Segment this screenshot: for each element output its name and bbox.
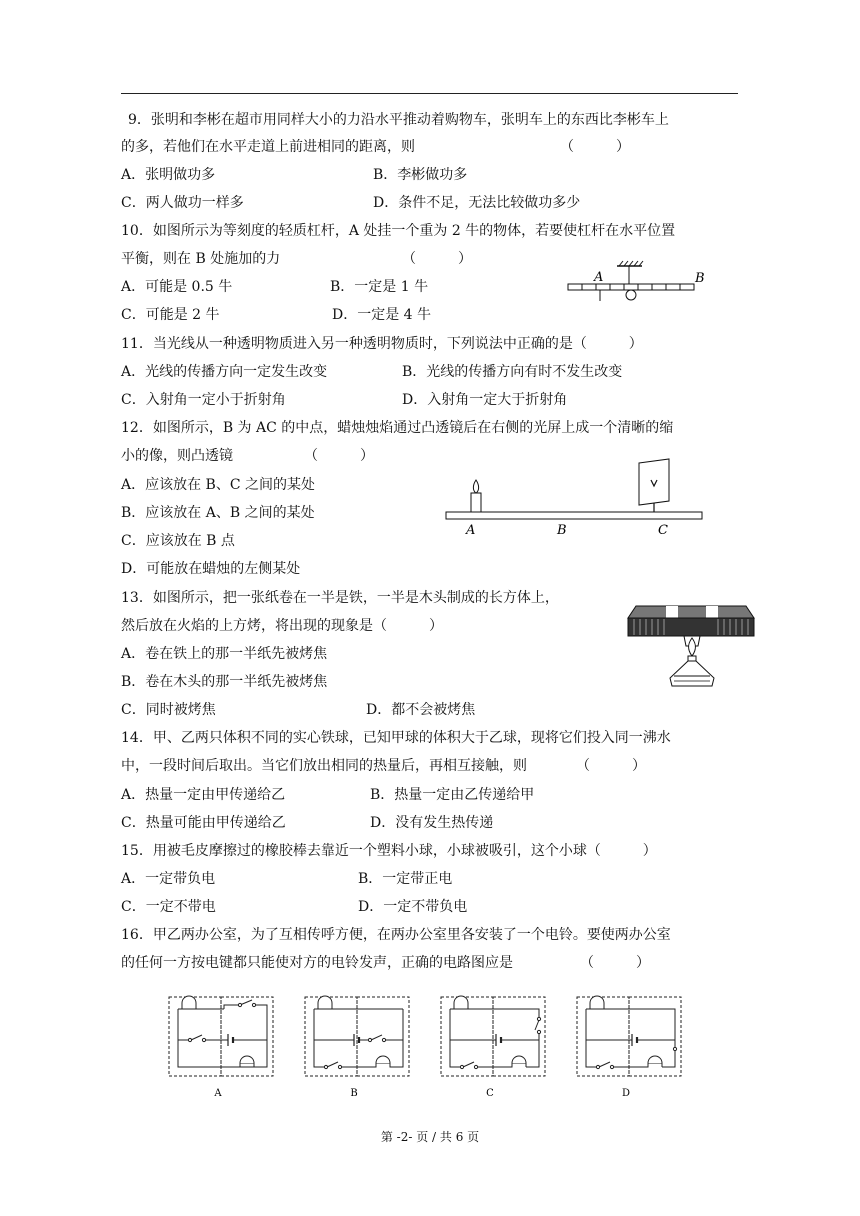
q9-option-d: D．条件不足，无法比较做功多少 <box>373 195 581 211</box>
q12-answer-paren: （ ） <box>304 448 374 464</box>
header-rule <box>121 93 738 94</box>
q10-answer-paren: （ ） <box>402 251 472 267</box>
bench-label-c: C <box>658 523 668 538</box>
q13-option-a: A．卷在铁上的那一半纸先被烤焦 <box>121 646 328 662</box>
q14-option-c: C．热量可能由甲传递给乙 <box>121 815 286 831</box>
bell-icon <box>512 1056 526 1063</box>
q14-option-b: B．热量一定由乙传递给甲 <box>370 787 535 803</box>
q12-option-c: C．应该放在 B 点 <box>121 533 235 549</box>
q14-stem-line2: 中，一段时间后取出。当它们放出相同的热量后，再相互接触，则 <box>121 758 527 774</box>
bell-icon <box>590 996 604 1009</box>
flame-icon <box>473 480 478 493</box>
circuit-label-d: D <box>621 1088 631 1099</box>
bell-icon <box>240 1056 254 1063</box>
q15-option-a: A．一定带负电 <box>121 871 216 887</box>
q16-stem-line1: 16．甲乙两办公室，为了互相传呼方便，在两办公室里各安装了一个电铃。要使两办公室 <box>121 927 671 943</box>
q14-option-d: D．没有发生热传递 <box>370 815 494 831</box>
q13-option-c: C．同时被烤焦 <box>121 702 216 718</box>
bell-icon <box>648 1056 662 1063</box>
screen-icon <box>639 459 669 505</box>
q10-option-a: A．可能是 0.5 牛 <box>121 279 233 295</box>
candle-icon <box>471 493 481 512</box>
q16-stem-line2: 的任何一方按电键都只能使对方的电铃发声，正确的电路图应是 <box>121 955 513 971</box>
q16-answer-paren: （ ） <box>580 955 650 971</box>
q10-stem-line2: 平衡，则在 B 处施加的力 <box>121 251 281 267</box>
optical-bench-figure <box>440 455 710 540</box>
circuit-diagram-d <box>576 995 684 1100</box>
q14-stem-line1: 14．甲、乙两只体积不同的实心铁球，已知甲球的体积大于乙球，现将它们投入同一沸水 <box>121 730 671 746</box>
q9-option-c: C．两人做功一样多 <box>121 195 244 211</box>
circuit-diagram-c <box>440 995 548 1100</box>
q14-answer-paren: （ ） <box>576 758 646 774</box>
q11-stem-line1: 11．当光线从一种透明物质进入另一种透明物质时，下列说法中正确的是（ ） <box>121 336 643 352</box>
circuit-diagram-b <box>304 995 412 1100</box>
circuit-diagram-a <box>168 995 276 1100</box>
q13-option-b: B．卷在木头的那一半纸先被烤焦 <box>121 674 328 690</box>
q11-option-c: C．入射角一定小于折射角 <box>121 392 286 408</box>
flame-icon <box>689 638 696 656</box>
bell-icon <box>318 996 332 1009</box>
lever-label-a: A <box>594 270 604 285</box>
bell-icon <box>376 1056 390 1063</box>
q12-option-a: A．应该放在 B、C 之间的某处 <box>121 477 316 493</box>
q10-option-b: B．一定是 1 牛 <box>330 279 429 295</box>
q15-option-c: C．一定不带电 <box>121 899 216 915</box>
q14-option-a: A．热量一定由甲传递给乙 <box>121 787 286 803</box>
bench-label-b: B <box>557 523 567 538</box>
q15-option-b: B．一定带正电 <box>358 871 453 887</box>
q9-stem-line1: 9．张明和李彬在超市用同样大小的力沿水平推动着购物车，张明车上的东西比李彬车上 <box>128 112 669 128</box>
q13-option-d: D．都不会被烤焦 <box>366 702 476 718</box>
q9-answer-paren: （ ） <box>560 139 630 155</box>
lever-label-b: B <box>695 271 705 286</box>
q12-option-b: B．应该放在 A、B 之间的某处 <box>121 505 315 521</box>
q11-option-a: A．光线的传播方向一定发生改变 <box>121 364 328 380</box>
q10-stem-line1: 10．如图所示为等刻度的轻质杠杆，A 处挂一个重为 2 牛的物体，若要使杠杆在水平位置 <box>121 223 676 239</box>
q12-stem-line2: 小的像，则凸透镜 <box>121 448 233 464</box>
q10-option-c: C．可能是 2 牛 <box>121 307 220 323</box>
circuit-label-a: A <box>214 1088 222 1099</box>
q9-stem-line2: 的多，若他们在水平走道上前进相同的距离，则 <box>121 139 415 155</box>
q12-stem-line1: 12．如图所示，B 为 AC 的中点，蜡烛烛焰通过凸透镜后在右侧的光屏上成一个清晰的缩 <box>121 420 674 436</box>
q15-option-d: D．一定不带负电 <box>358 899 468 915</box>
alcohol-lamp-icon <box>670 661 714 686</box>
q11-option-b: B．光线的传播方向有时不发生改变 <box>402 364 623 380</box>
q9-option-b: B．李彬做功多 <box>373 167 468 183</box>
q10-option-d: D．一定是 4 牛 <box>332 307 432 323</box>
q13-stem-line1: 13．如图所示，把一张纸卷在一半是铁，一半是木头制成的长方体上， <box>121 590 559 606</box>
bench-label-a: A <box>466 523 476 538</box>
bell-icon <box>454 996 468 1009</box>
q12-option-d: D．可能放在蜡烛的左侧某处 <box>121 561 301 577</box>
q13-stem-line2: 然后放在火焰的上方烤，将出现的现象是（ ） <box>121 618 443 634</box>
circuit-label-c: C <box>486 1088 494 1099</box>
lever-figure <box>560 258 720 308</box>
page-footer: 第 -2- 页 / 共 6 页 <box>380 1130 480 1144</box>
circuit-label-b: B <box>350 1088 358 1099</box>
iron-wood-block-figure <box>622 598 762 693</box>
q9-option-a: A．张明做功多 <box>121 167 216 183</box>
q15-stem-line1: 15．用被毛皮摩擦过的橡胶棒去靠近一个塑料小球，小球被吸引，这个小球（ ） <box>121 843 657 859</box>
q11-option-d: D．入射角一定大于折射角 <box>402 392 568 408</box>
bell-icon <box>182 996 196 1009</box>
